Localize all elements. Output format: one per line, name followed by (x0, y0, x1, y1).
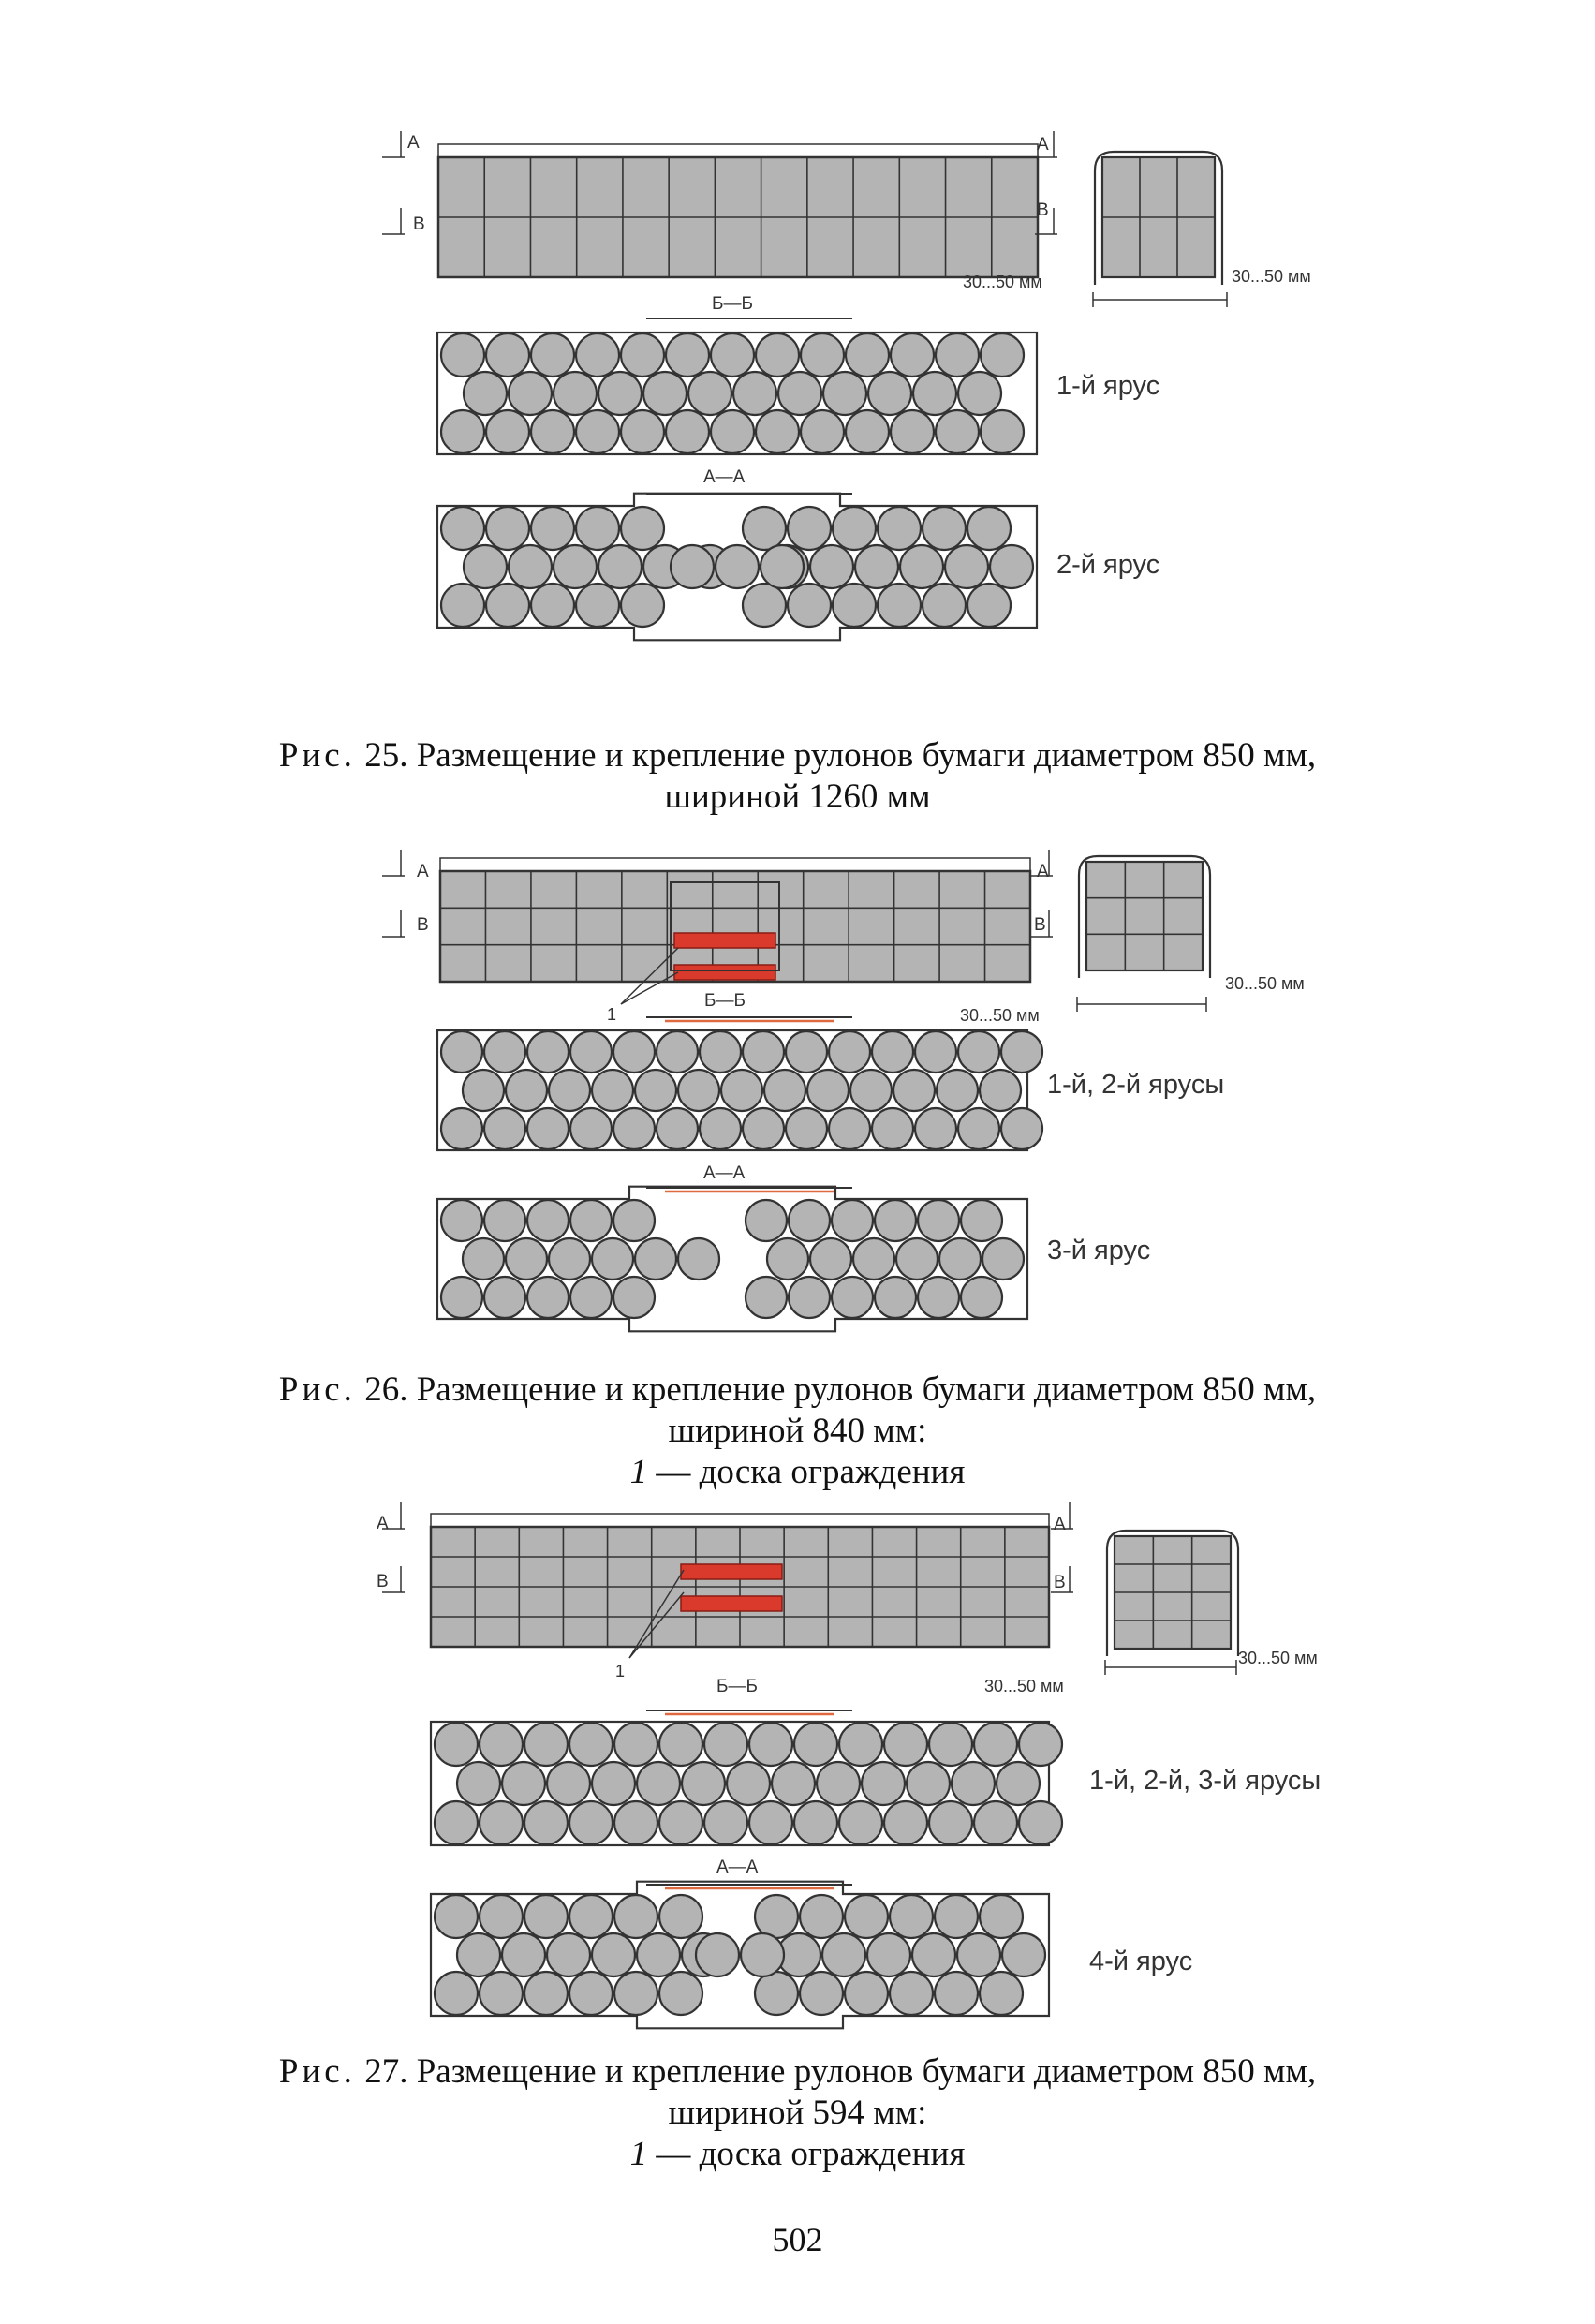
paper-roll (659, 1972, 702, 2015)
paper-roll (862, 1762, 905, 1805)
section-label-a-right: А (1054, 1515, 1066, 1534)
paper-roll (569, 1895, 613, 1938)
paper-roll (1019, 1723, 1062, 1766)
cut-label-bb: Б—Б (704, 991, 746, 1011)
paper-roll (457, 1762, 500, 1805)
wagon-side-view (382, 1502, 1073, 1658)
legend-number: 1 (629, 1453, 648, 1491)
section-label-a: А (417, 862, 429, 881)
paper-roll (614, 1895, 657, 1938)
paper-roll (659, 1723, 702, 1766)
paper-roll (755, 1972, 798, 2015)
paper-roll (772, 1762, 815, 1805)
plan-view-upper-tier (431, 1882, 1049, 2029)
paper-roll (592, 1933, 635, 1976)
figure-27-caption (0, 2051, 1595, 2175)
paper-roll (547, 1933, 590, 1976)
page-number: 502 (772, 2221, 823, 2258)
paper-roll (614, 1723, 657, 1766)
cut-label-aa: А—А (703, 467, 746, 487)
paper-roll (755, 1895, 798, 1938)
paper-roll (435, 1801, 478, 1844)
cut-label-bb: Б—Б (716, 1677, 758, 1696)
paper-roll (794, 1801, 837, 1844)
paper-roll (912, 1933, 955, 1976)
paper-roll (502, 1933, 545, 1976)
paper-roll (524, 1972, 568, 2015)
paper-roll (435, 1723, 478, 1766)
tier-label-1: 1-й, 2-й ярусы (1047, 1070, 1225, 1100)
caption-line-1: Размещение и крепление рулонов бумаги диаметром 850 мм, (416, 2052, 1317, 2091)
paper-roll (980, 1972, 1023, 2015)
section-label-b-right: В (1037, 200, 1049, 220)
paper-roll (480, 1972, 523, 2015)
side-gap-label: 30...50 мм (1225, 974, 1305, 993)
paper-roll (884, 1723, 927, 1766)
paper-roll (749, 1723, 792, 1766)
end-gap-label: 30...50 мм (963, 273, 1042, 291)
paper-roll (659, 1801, 702, 1844)
paper-roll (524, 1801, 568, 1844)
caption-prefix: Рис. (278, 736, 356, 775)
paper-roll (704, 1723, 747, 1766)
paper-roll (741, 1933, 784, 1976)
tier-label-2: 4-й ярус (1089, 1947, 1193, 1976)
caption-prefix: Рис. (278, 2052, 356, 2091)
paper-roll (800, 1972, 843, 2015)
paper-roll (794, 1723, 837, 1766)
section-label-b-right: В (1034, 915, 1046, 935)
cut-label-bb: Б—Б (712, 294, 753, 314)
caption-line-2: шириной 1260 мм (664, 777, 931, 816)
paper-roll (1002, 1933, 1045, 1976)
paper-roll (890, 1895, 933, 1938)
section-label-b: В (413, 215, 425, 234)
section-label-a-right: А (1037, 862, 1049, 881)
paper-roll (884, 1801, 927, 1844)
caption-line-2: шириной 840 мм: (668, 1412, 927, 1450)
paper-roll (480, 1723, 523, 1766)
section-label-b-right: В (1054, 1573, 1066, 1592)
paper-roll (480, 1801, 523, 1844)
paper-roll (817, 1762, 860, 1805)
cut-label-aa: А—А (716, 1858, 759, 1877)
paper-roll (890, 1972, 933, 2015)
section-label-a: А (407, 133, 420, 153)
wagon-top-rail (431, 1514, 1049, 1527)
paper-roll (907, 1762, 950, 1805)
paper-roll (435, 1895, 478, 1938)
paper-roll (696, 1933, 739, 1976)
section-label-a-right: А (1037, 135, 1049, 155)
paper-roll (800, 1895, 843, 1938)
paper-roll (997, 1762, 1040, 1805)
paper-roll (727, 1762, 770, 1805)
paper-roll (569, 1972, 613, 2015)
paper-roll (457, 1933, 500, 1976)
legend-number: 1 (629, 2135, 648, 2173)
fence-board-pointer-label: 1 (607, 1005, 617, 1024)
paper-roll (1019, 1801, 1062, 1844)
paper-roll (569, 1801, 613, 1844)
paper-roll (980, 1895, 1023, 1938)
section-label-b: В (417, 915, 429, 935)
paper-roll (524, 1723, 568, 1766)
paper-roll (502, 1762, 545, 1805)
paper-roll (839, 1801, 882, 1844)
side-gap-label: 30...50 мм (1238, 1649, 1318, 1667)
tier-label-1: 1-й, 2-й, 3-й ярусы (1089, 1766, 1322, 1796)
paper-roll (845, 1972, 888, 2015)
legend-text: — доска ограждения (647, 2135, 966, 2173)
paper-roll (845, 1895, 888, 1938)
paper-roll (524, 1895, 568, 1938)
caption-number: 26. (364, 1370, 408, 1409)
caption-prefix: Рис. (278, 1370, 356, 1409)
paper-roll (547, 1762, 590, 1805)
caption-number: 27. (364, 2052, 408, 2091)
paper-roll (614, 1801, 657, 1844)
caption-number: 25. (364, 736, 408, 775)
paper-roll (974, 1801, 1017, 1844)
paper-roll (682, 1762, 725, 1805)
paper-roll (957, 1933, 1000, 1976)
fence-board-pointer-label: 1 (615, 1662, 626, 1680)
paper-roll (822, 1933, 865, 1976)
side-gap-label: 30...50 мм (1232, 267, 1311, 286)
paper-roll (867, 1933, 910, 1976)
end-gap-label: 30...50 мм (984, 1677, 1064, 1695)
fence-board (681, 1596, 782, 1611)
paper-roll (435, 1972, 478, 2015)
paper-roll (637, 1933, 680, 1976)
tier-label-2: 2-й ярус (1056, 550, 1160, 580)
section-label-a: А (377, 1514, 389, 1533)
paper-roll (974, 1723, 1017, 1766)
paper-roll (480, 1895, 523, 1938)
cut-label-aa: А—А (703, 1163, 746, 1183)
legend-text: — доска ограждения (647, 1453, 966, 1491)
paper-roll (704, 1801, 747, 1844)
paper-roll (659, 1895, 702, 1938)
caption-line-1: Размещение и крепление рулонов бумаги диаметром 850 мм, (416, 1370, 1317, 1409)
paper-roll (929, 1801, 972, 1844)
paper-roll (935, 1895, 978, 1938)
end-gap-label: 30...50 мм (960, 1006, 1040, 1025)
paper-roll (569, 1723, 613, 1766)
caption-line-1: Размещение и крепление рулонов бумаги диаметром 850 мм, (416, 736, 1317, 775)
wagon-cross-section (1105, 1531, 1238, 1675)
caption-line-2: шириной 594 мм: (668, 2094, 927, 2132)
fence-board (681, 1564, 782, 1579)
paper-roll (839, 1723, 882, 1766)
paper-roll (592, 1762, 635, 1805)
paper-roll (749, 1801, 792, 1844)
paper-roll (637, 1762, 680, 1805)
tier-label-1: 1-й ярус (1056, 371, 1160, 401)
section-label-b: В (377, 1572, 389, 1591)
paper-roll (935, 1972, 978, 2015)
tier-label-2: 3-й ярус (1047, 1236, 1151, 1266)
paper-roll (952, 1762, 995, 1805)
paper-roll (614, 1972, 657, 2015)
paper-roll (929, 1723, 972, 1766)
